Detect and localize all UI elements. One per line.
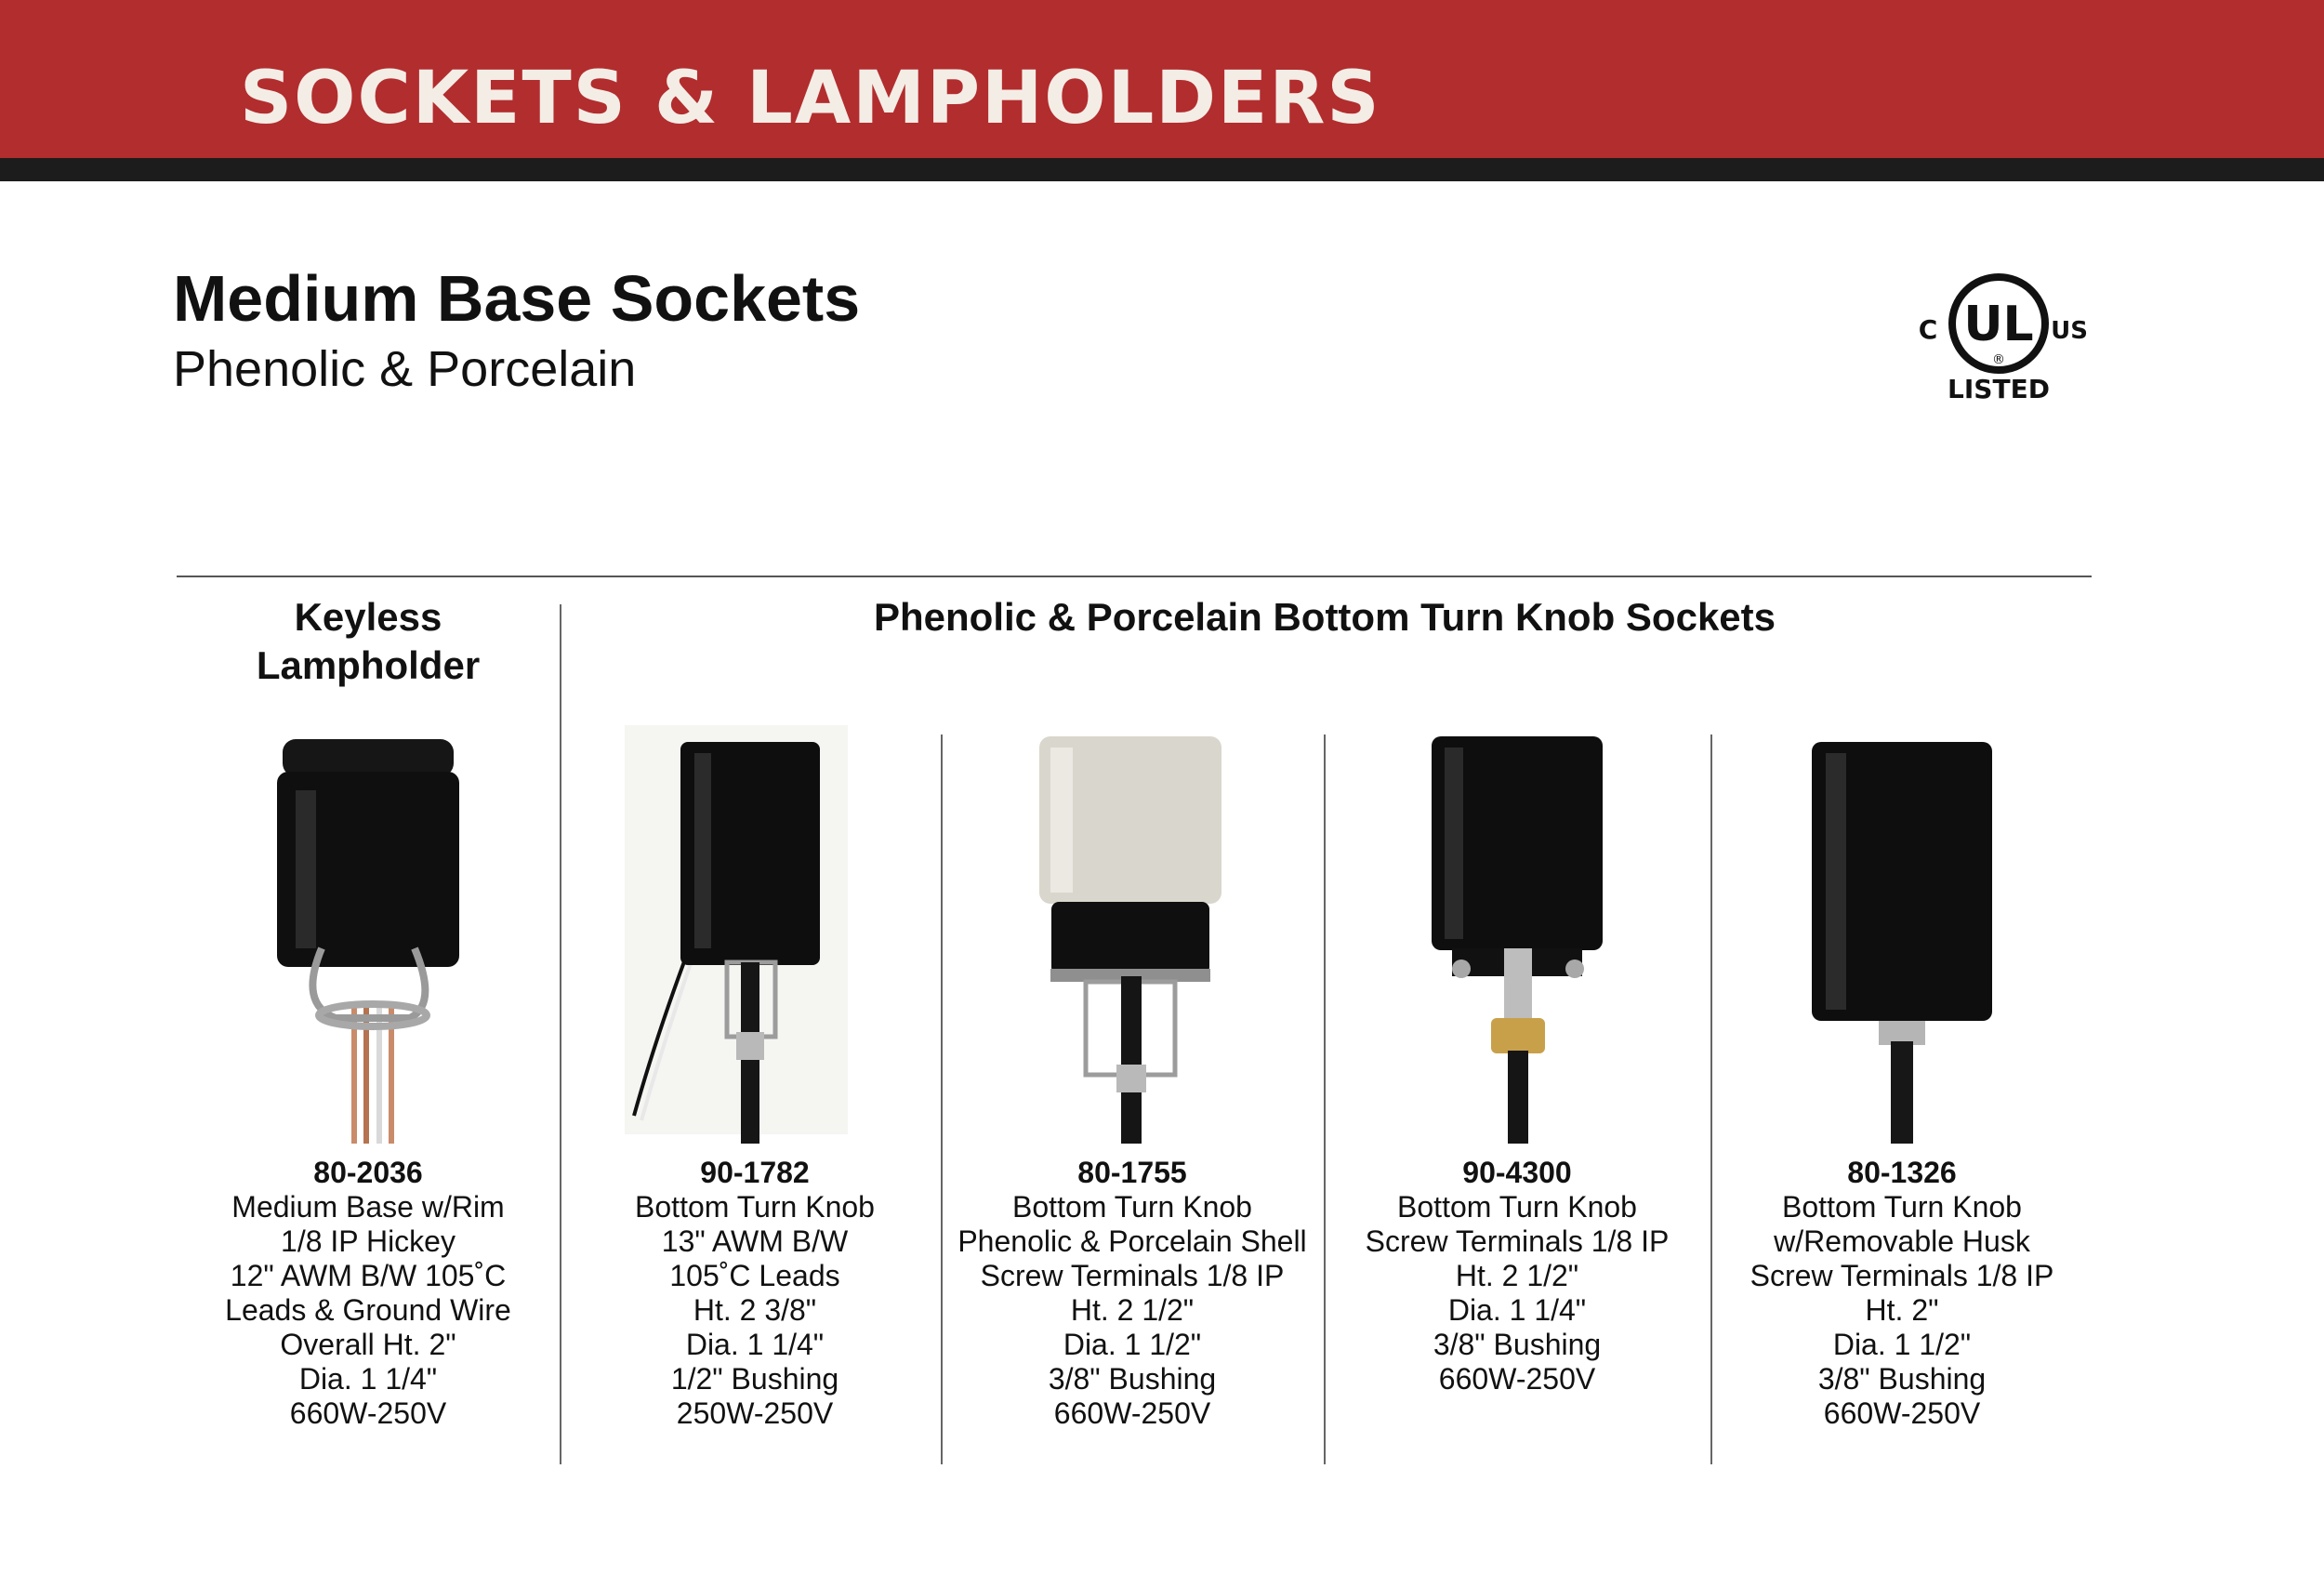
- product-photo: [1331, 725, 1703, 1144]
- product-spec: [569, 1156, 941, 1431]
- product-90-4300: [1331, 725, 1703, 1144]
- product-photo: [1716, 725, 2088, 1144]
- section-divider: [177, 576, 2092, 577]
- product-code: 90-4300: [1462, 1156, 1572, 1189]
- spec-line: 660W-250V: [1053, 1396, 1211, 1430]
- spec-line: Bottom Turn Knob: [635, 1190, 875, 1224]
- spec-line: Screw Terminals 1/8 IP: [980, 1259, 1285, 1292]
- product-spec: [946, 1156, 1318, 1431]
- ul-logo-listed: LISTED: [1948, 374, 2050, 404]
- keyless-heading: [182, 593, 554, 690]
- ul-logo-c: C: [1918, 314, 1938, 345]
- ul-logo-registered: ®: [1992, 352, 2005, 367]
- product-90-1782: [569, 725, 941, 1144]
- product-photo: [946, 725, 1318, 1144]
- keyless-heading-line1: Keyless: [294, 595, 442, 639]
- column-divider: [1710, 734, 1712, 1464]
- product-80-2036: [182, 725, 554, 1144]
- spec-line: Ht. 2": [1865, 1293, 1939, 1327]
- spec-line: Overall Ht. 2": [280, 1328, 456, 1361]
- spec-line: Dia. 1 1/2": [1063, 1328, 1202, 1361]
- spec-line: Bottom Turn Knob: [1012, 1190, 1252, 1224]
- column-divider: [560, 604, 561, 1464]
- banner-title: SOCKETS & LAMPHOLDERS: [240, 57, 1381, 140]
- ul-logo-letters: UL: [1963, 297, 2034, 352]
- spec-line: Dia. 1 1/2": [1832, 1328, 1972, 1361]
- product-code: 80-1755: [1077, 1156, 1187, 1189]
- keyless-heading-line2: Lampholder: [256, 643, 481, 687]
- spec-line: 3/8" Bushing: [1048, 1362, 1217, 1396]
- spec-line: 3/8" Bushing: [1433, 1328, 1602, 1361]
- product-code: 80-1326: [1847, 1156, 1957, 1189]
- product-photo: [569, 725, 941, 1144]
- column-divider: [1324, 734, 1326, 1464]
- product-code: 80-2036: [313, 1156, 423, 1189]
- column-divider: [941, 734, 943, 1464]
- spec-line: Dia. 1 1/4": [1447, 1293, 1587, 1327]
- product-photo: [182, 725, 554, 1144]
- ul-listed-logo: [1906, 270, 2092, 418]
- spec-line: Dia. 1 1/4": [298, 1362, 438, 1396]
- spec-line: Screw Terminals 1/8 IP: [1365, 1224, 1670, 1258]
- spec-line: Phenolic & Porcelain Shell: [957, 1224, 1307, 1258]
- spec-line: Screw Terminals 1/8 IP: [1750, 1259, 2054, 1292]
- page-subtitle: Phenolic & Porcelain: [173, 341, 637, 397]
- ul-logo-us: US: [2051, 317, 2088, 345]
- spec-line: 1/8 IP Hickey: [281, 1224, 456, 1258]
- product-80-1326: [1716, 725, 2088, 1144]
- spec-line: 105˚C Leads: [669, 1259, 840, 1292]
- product-spec: [1331, 1156, 1703, 1396]
- spec-line: Bottom Turn Knob: [1782, 1190, 2022, 1224]
- product-spec: [182, 1156, 554, 1431]
- bottom-turn-heading: Phenolic & Porcelain Bottom Turn Knob Sockets: [874, 595, 1776, 639]
- spec-line: 3/8" Bushing: [1817, 1362, 1987, 1396]
- spec-line: Ht. 2 3/8": [693, 1293, 817, 1327]
- spec-line: 660W-250V: [289, 1396, 447, 1430]
- spec-line: Leads & Ground Wire: [225, 1293, 511, 1327]
- spec-line: w/Removable Husk: [1774, 1224, 2030, 1258]
- spec-line: Bottom Turn Knob: [1397, 1190, 1637, 1224]
- spec-line: 1/2" Bushing: [670, 1362, 839, 1396]
- header-banner-stripe: [0, 158, 2324, 181]
- spec-line: Medium Base w/Rim: [231, 1190, 505, 1224]
- product-spec: [1716, 1156, 2088, 1431]
- spec-line: Ht. 2 1/2": [1070, 1293, 1195, 1327]
- spec-line: 660W-250V: [1823, 1396, 1981, 1430]
- spec-line: 13" AWM B/W: [661, 1224, 849, 1258]
- spec-line: 250W-250V: [676, 1396, 834, 1430]
- spec-line: Dia. 1 1/4": [685, 1328, 825, 1361]
- page-title: Medium Base Sockets: [173, 262, 861, 335]
- spec-line: 12" AWM B/W 105˚C: [230, 1259, 507, 1292]
- product-80-1755: [946, 725, 1318, 1144]
- spec-line: 660W-250V: [1438, 1362, 1596, 1396]
- spec-line: Ht. 2 1/2": [1455, 1259, 1579, 1292]
- product-code: 90-1782: [700, 1156, 810, 1189]
